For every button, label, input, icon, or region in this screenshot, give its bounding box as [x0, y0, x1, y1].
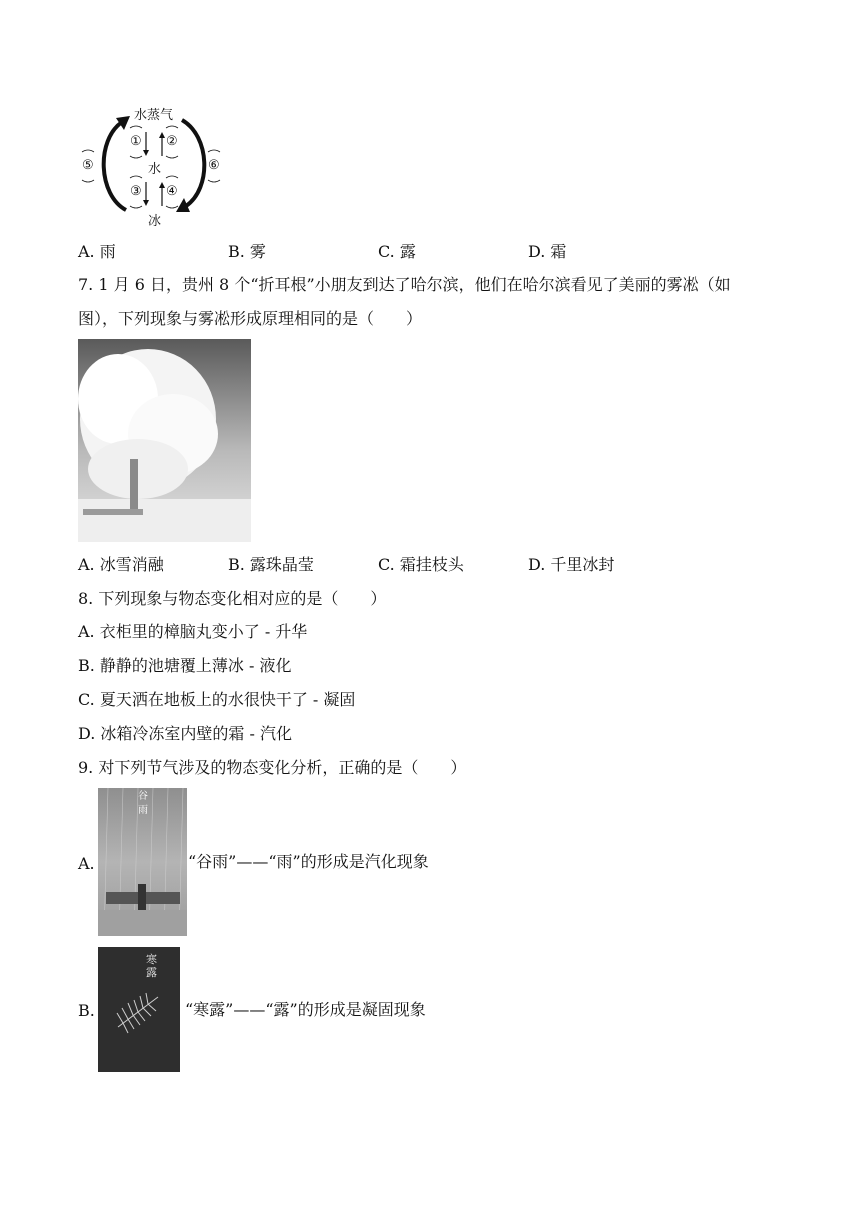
q9-option-a-letter: A.	[78, 854, 95, 873]
guyu-poster-title: 谷雨	[138, 791, 148, 816]
hanlu-poster-image	[98, 947, 180, 1072]
diagram-num-1: ①	[130, 134, 142, 149]
q8-option-b: B. 静静的池塘覆上薄冰 - 液化	[78, 656, 292, 675]
diagram-num-6: ⑥	[208, 158, 220, 173]
q7-option-b: B. 露珠晶莹	[228, 555, 314, 574]
diagram-num-4: ④	[166, 184, 178, 199]
q8-option-c: C. 夏天洒在地板上的水很快干了 - 凝固	[78, 690, 356, 709]
q8-option-d: D. 冰箱冷冻室内壁的霜 - 汽化	[78, 724, 293, 743]
q9-stem: 9. 对下列节气涉及的物态变化分析，正确的是（ ）	[78, 758, 467, 777]
diagram-middle-label: 水	[148, 162, 162, 177]
q6-option-a: A. 雨	[78, 242, 116, 261]
state-change-diagram	[78, 100, 228, 228]
q7-option-c: C. 霜挂枝头	[378, 555, 464, 574]
diagram-num-2: ②	[166, 134, 178, 149]
q8-option-a: A. 衣柜里的樟脑丸变小了 - 升华	[78, 622, 308, 641]
diagram-num-3: ③	[130, 184, 142, 199]
q8-stem: 8. 下列现象与物态变化相对应的是（ ）	[78, 589, 387, 608]
q6-option-d: D. 霜	[528, 242, 567, 261]
q7-option-d: D. 千里冰封	[528, 555, 615, 574]
q7-option-a: A. 冰雪消融	[78, 555, 164, 574]
q9-option-a-text: “谷雨”——“雨”的形成是汽化现象	[188, 852, 429, 871]
diagram-bottom-label: 冰	[148, 214, 162, 229]
q6-option-b: B. 雾	[228, 242, 266, 261]
q7-stem-line2: 图），下列现象与雾凇形成原理相同的是（ ）	[78, 309, 423, 328]
diagram-top-label: 水蒸气	[134, 108, 174, 123]
hanlu-poster-title: 寒露	[146, 953, 157, 979]
diagram-num-5: ⑤	[82, 158, 94, 173]
rime-tree-photo	[78, 339, 251, 542]
q6-option-c: C. 露	[378, 242, 416, 261]
q9-option-b-letter: B.	[78, 1001, 95, 1020]
guyu-poster-image	[98, 788, 187, 936]
q7-stem-line1: 7. 1 月 6 日，贵州 8 个“折耳根”小朋友到达了哈尔滨，他们在哈尔滨看见了美丽的雾凇（如	[78, 275, 731, 294]
q9-option-b-text: “寒露”——“露”的形成是凝固现象	[185, 1000, 426, 1019]
